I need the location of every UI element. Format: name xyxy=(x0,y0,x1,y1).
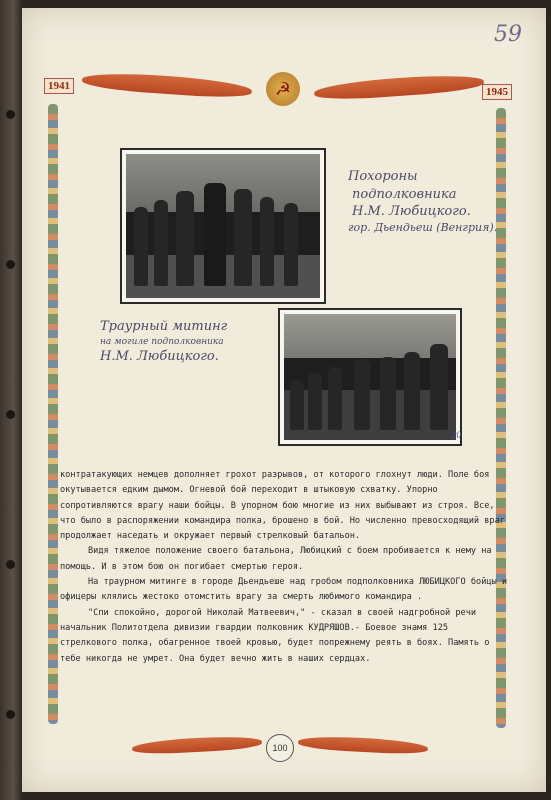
bottom-right-ribbon xyxy=(298,735,429,756)
hammer-sickle-emblem: ☭ xyxy=(266,72,300,106)
caption-line: на могиле подполковника xyxy=(100,336,224,347)
memorial-photo-caption xyxy=(100,318,227,365)
caption-line: Траурный митинг xyxy=(100,319,228,334)
body-paragraph: контратакующих немцев дополняет грохот разрывов, от которого глохнут люди. Поле боя окутывается едким дымом. Огневой бой переходит в штыковую схватку. Упорно сопротивляются врагу наши бойцы. В упорном бою многие из них выбывают из строя. Все, что было в распоряжении командира полка, брошено в бой. Но численно превосходящий враг продолжает наседать и окружает первый стрелковый батальон. xyxy=(60,470,505,542)
memorial-rally-photo xyxy=(280,310,460,444)
folio-number: 100 xyxy=(266,734,294,762)
year-end-label: 1945 xyxy=(482,84,512,100)
caption-line: подполковника xyxy=(352,186,457,202)
caption-line: гор. Дьендьеш (Венгрия). xyxy=(348,220,498,234)
body-paragraph: "Спи спокойно, дорогой Николай Матвеевич," - сказал в своей надгробной речи начальник Политотдела дивизии гвардии полковник КУДРЯШОВ.- Боевое знамя 125 стрелкового полка, обагренное твоей кровью, будет попрежнему реять в боях. Память о тебе никогда не умрет. Она будет вечно жить в наших сердцах. xyxy=(60,607,490,664)
top-right-ribbon xyxy=(314,72,485,102)
album-binding xyxy=(0,0,22,800)
handwritten-page-number: 59 xyxy=(494,22,522,47)
caption-line: Н.М. Любицкого. xyxy=(100,348,219,364)
bottom-left-ribbon xyxy=(132,735,263,756)
top-left-ribbon xyxy=(82,70,253,100)
left-floral-border xyxy=(48,104,58,724)
body-paragraph: На траурном митинге в городе Дьендьеше над гробом подполковника ЛЮБИЦКОГО бойцы и офицеры клялись жестоко отомстить врагу за смерть любимого командира . xyxy=(60,577,508,603)
typed-text-block xyxy=(60,468,510,667)
album-page xyxy=(22,8,546,792)
year-start-label: 1941 xyxy=(44,78,74,94)
photo-number-mark: 20 xyxy=(452,430,461,440)
caption-line: Н.М. Любицкого. xyxy=(352,204,471,220)
caption-line: Похороны xyxy=(348,169,418,184)
funeral-photo-caption xyxy=(348,168,497,235)
body-paragraph: Видя тяжелое положение своего батальона, Любицкий с боем пробивается к нему на помощь. И в этом бою он погибает смертью героя. xyxy=(60,546,492,572)
funeral-photo xyxy=(122,150,324,302)
